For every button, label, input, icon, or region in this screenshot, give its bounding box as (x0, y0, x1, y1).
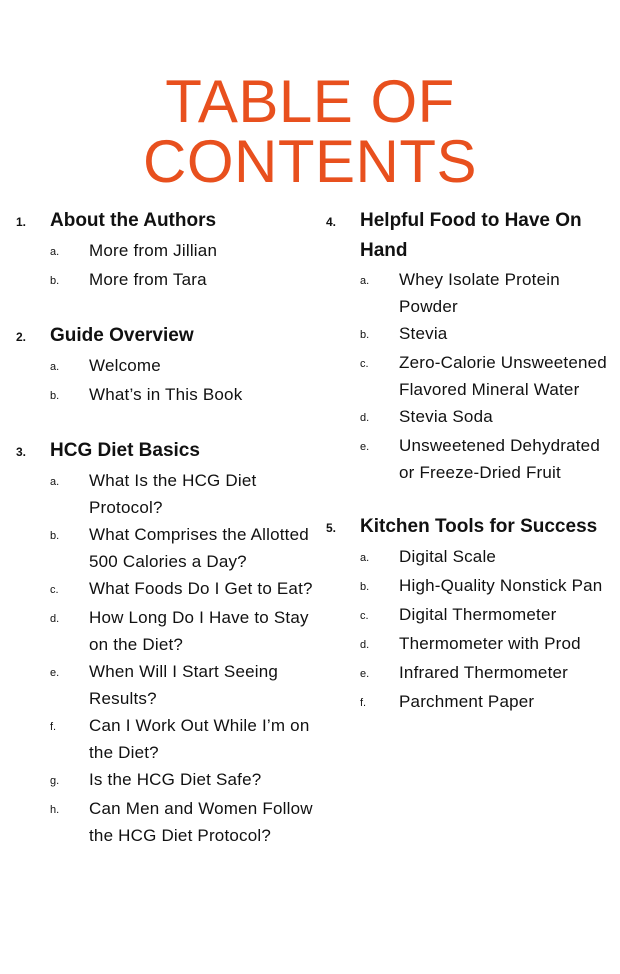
list-item (16, 604, 316, 658)
section-hcg-diet-basics (16, 436, 316, 849)
list-item (16, 521, 316, 575)
item-letter: g. (50, 775, 60, 787)
list-item (16, 266, 316, 295)
contents-column-right (326, 206, 610, 743)
item-letter: e. (360, 668, 370, 680)
section-items (16, 352, 316, 410)
item-text: What Foods Do I Get to Eat? (89, 579, 313, 598)
item-text: Infrared Thermometer (399, 663, 569, 682)
section-number: 4. (326, 215, 337, 229)
item-letter: a. (50, 246, 60, 258)
item-letter: d. (360, 412, 370, 424)
item-text: Thermometer with Prod (399, 634, 581, 653)
section-number: 1. (16, 215, 27, 229)
list-item (326, 349, 610, 403)
list-item (326, 601, 610, 630)
section-number: 2. (16, 330, 27, 344)
section-items (326, 266, 610, 486)
section-title: Kitchen Tools for Success (360, 516, 598, 537)
item-text: Digital Scale (399, 547, 497, 566)
list-item (326, 630, 610, 659)
item-text: What Comprises the Allotted 500 Calories a Day? (89, 525, 309, 571)
item-text: Unsweetened Dehydrated or Freeze-Dried Fruit (399, 436, 600, 482)
item-letter: f. (50, 721, 57, 733)
section-items (16, 237, 316, 295)
list-item (16, 795, 316, 849)
list-item (326, 572, 610, 601)
list-item (326, 432, 610, 486)
section-heading (326, 512, 610, 543)
section-heading (16, 436, 316, 467)
section-heading (16, 206, 316, 237)
section-about-authors (16, 206, 316, 295)
list-item (326, 266, 610, 320)
item-letter: a. (360, 275, 370, 287)
item-letter: b. (50, 390, 60, 402)
item-letter: c. (50, 584, 59, 596)
item-text: How Long Do I Have to Stay on the Diet? (89, 608, 309, 654)
item-letter: h. (50, 804, 60, 816)
item-text: Can I Work Out While I’m on the Diet? (89, 716, 310, 762)
section-helpful-food (326, 206, 610, 486)
list-item (326, 320, 610, 349)
list-item (326, 688, 610, 717)
item-text: Is the HCG Diet Safe? (89, 770, 262, 789)
section-title: Helpful Food to Have On Hand (360, 210, 582, 261)
item-text: Zero-Calorie Unsweetened Flavored Mineral Water (399, 353, 607, 399)
list-item (326, 659, 610, 688)
section-items (16, 467, 316, 849)
list-item (16, 766, 316, 795)
item-text: Digital Thermometer (399, 605, 557, 624)
section-title: Guide Overview (50, 325, 194, 346)
section-items (326, 543, 610, 717)
item-letter: a. (360, 552, 370, 564)
list-item (326, 543, 610, 572)
item-text: High-Quality Nonstick Pan (399, 576, 603, 595)
section-number: 5. (326, 521, 337, 535)
item-letter: e. (360, 441, 370, 453)
item-text: Whey Isolate Protein Powder (399, 270, 560, 316)
item-letter: b. (360, 329, 370, 341)
item-text: What Is the HCG Diet Protocol? (89, 471, 257, 517)
contents-column-left (16, 206, 316, 875)
list-item (16, 712, 316, 766)
page-title: TABLE OF CONTENTS (143, 68, 477, 195)
item-letter: e. (50, 667, 60, 679)
item-text: Parchment Paper (399, 692, 535, 711)
item-letter: c. (360, 610, 369, 622)
item-text: Can Men and Women Follow the HCG Diet Protocol? (89, 799, 313, 845)
section-title: About the Authors (50, 210, 217, 231)
item-letter: b. (50, 530, 60, 542)
section-heading (326, 206, 610, 266)
item-text: Welcome (89, 356, 161, 375)
list-item (16, 575, 316, 604)
section-heading (16, 321, 316, 352)
item-text: More from Tara (89, 270, 207, 289)
section-kitchen-tools (326, 512, 610, 717)
item-letter: a. (50, 476, 60, 488)
item-letter: c. (360, 358, 369, 370)
item-letter: b. (360, 581, 370, 593)
item-letter: b. (50, 275, 60, 287)
item-letter: f. (360, 697, 367, 709)
item-letter: a. (50, 361, 60, 373)
item-letter: d. (50, 613, 60, 625)
item-text: Stevia Soda (399, 407, 493, 426)
list-item (16, 381, 316, 410)
list-item (16, 352, 316, 381)
section-title: HCG Diet Basics (50, 440, 200, 461)
section-number: 3. (16, 445, 27, 459)
list-item (16, 467, 316, 521)
list-item (16, 237, 316, 266)
item-text: More from Jillian (89, 241, 218, 260)
item-text: When Will I Start Seeing Results? (89, 662, 279, 708)
item-text: Stevia (399, 324, 448, 343)
list-item (16, 658, 316, 712)
section-guide-overview (16, 321, 316, 410)
list-item (326, 403, 610, 432)
item-letter: d. (360, 639, 370, 651)
item-text: What’s in This Book (89, 385, 243, 404)
